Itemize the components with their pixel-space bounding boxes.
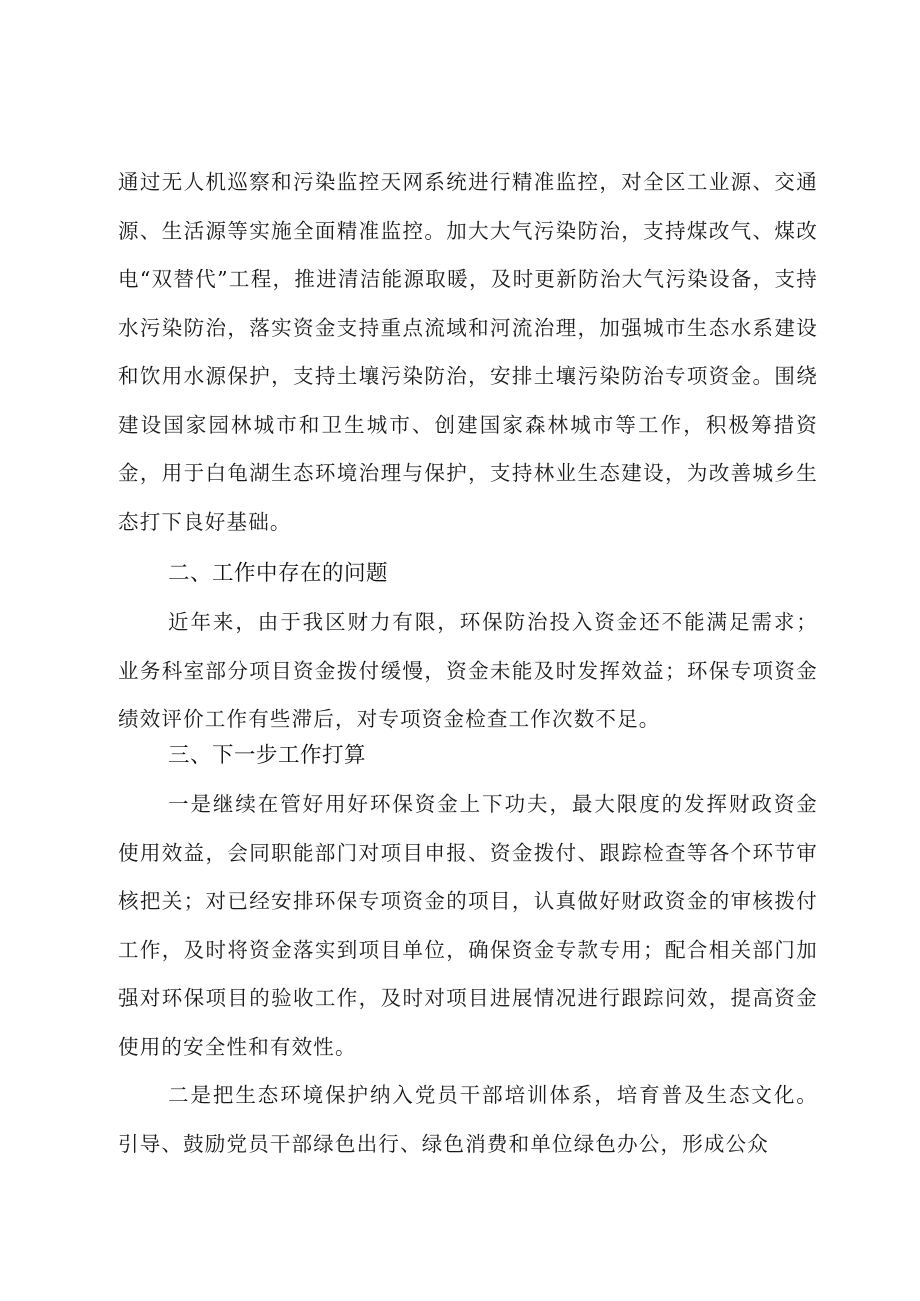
body-paragraph-3: 一是继续在管好用好环保资金上下功夫，最大限度的发挥财政资金使用效益，会同职能部门对项目申报、资金拨付、跟踪检查等各个环节审核把关；对已经安排环保专项资金的项目，认真做好财政资金的审核拨付工作，及时将资金落实到项目单位，确保资金专款专用；配合相关部门加强对环保项目的验收工作，及时对项目进展情况进行跟踪问效，提高资金使用的安全性和有效性。 [118,792,818,1059]
body-section-3 [118,780,818,1168]
body-paragraph-1: 通过无人机巡察和污染监控天网系统进行精准监控，对全区工业源、交通源、生活源等实施全面精准监控。加大大气污染防治，支持煤改气、煤改电“双替代”工程，推进清洁能源取暖，及时更新防治大气污染设备，支持水污染防治，落实资金支持重点流域和河流治理，加强城市生态水系建设和饮用水源保护，支持土壤污染防治，安排土壤污染防治专项资金。围绕建设国家园林城市和卫生城市、创建国家森林城市等工作，积极筹措资金，用于白龟湖生态环境治理与保护，支持林业生态建设，为改善城乡生态打下良好基础。 [118,170,818,534]
body-paragraph-2: 近年来，由于我区财力有限，环保防治投入资金还不能满足需求；业务科室部分项目资金拨付缓慢，资金未能及时发挥效益；环保专项资金绩效评价工作有些滞后，对专项资金检查工作次数不足。 [118,610,818,731]
body-section-1 [118,158,818,546]
section-heading-3: 三、下一步工作打算 [168,743,367,768]
body-section-2 [118,598,818,744]
body-paragraph-4: 二是把生态环境保护纳入党员干部培训体系，培育普及生态文化。引导、鼓励党员干部绿色出行、绿色消费和单位绿色办公，形成公众 [118,1083,818,1156]
section-heading-2: 二、工作中存在的问题 [168,561,389,586]
